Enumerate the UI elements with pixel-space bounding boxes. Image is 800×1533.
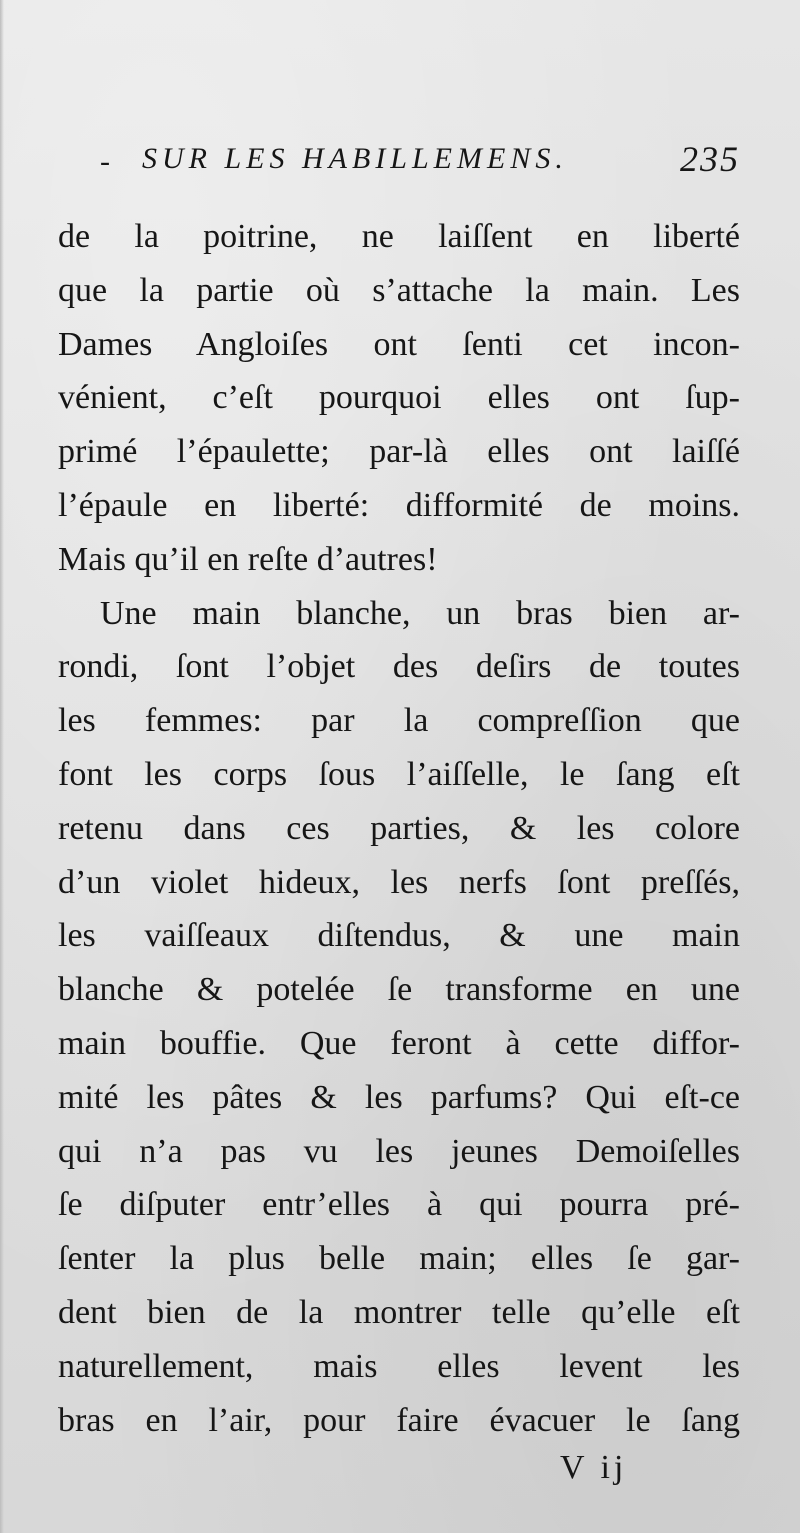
text-line: ſenter la plus belle main; elles ſe gar- xyxy=(58,1240,740,1278)
running-head-title: SUR LES HABILLEMENS. xyxy=(142,142,568,175)
body-text xyxy=(58,210,740,1447)
text-line: blanche & potelée ſe transforme en une xyxy=(58,971,740,1009)
text-line: primé l’épaulette; par-là elles ont laiſſé xyxy=(58,433,740,471)
text-line: les femmes: par la compreſſion que xyxy=(58,702,740,740)
running-head xyxy=(100,137,740,185)
text-line: mité les pâtes & les parfums? Qui eſt-ce xyxy=(58,1078,740,1116)
text-line: d’un violet hideux, les nerfs ſont preſſés, xyxy=(58,863,740,901)
text-line: dent bien de la montrer telle qu’elle eſt xyxy=(58,1293,740,1331)
text-line: rondi, ſont l’objet des deſirs de toutes xyxy=(58,648,740,686)
signature-mark: V ij xyxy=(560,1449,628,1486)
text-line: main bouffie. Que feront à cette diffor- xyxy=(58,1024,740,1062)
text-line: l’épaule en liberté: difformité de moins. xyxy=(58,486,740,524)
running-head-dash: - xyxy=(100,145,110,178)
text-line: Mais qu’il en reſte d’autres! xyxy=(58,540,438,578)
text-line: ſe diſputer entr’elles à qui pourra pré- xyxy=(58,1186,740,1224)
page-edge-shadow xyxy=(0,0,4,1533)
text-line: vénient, c’eſt pourquoi elles ont ſup- xyxy=(58,379,740,417)
text-line: naturellement, mais elles levent les xyxy=(58,1347,740,1385)
text-line: Une main blanche, un bras bien ar- xyxy=(100,594,740,632)
text-line: les vaiſſeaux diſtendus, & une main xyxy=(58,917,740,955)
text-line: qui n’a pas vu les jeunes Demoiſelles xyxy=(58,1132,740,1170)
text-line: Dames Angloiſes ont ſenti cet incon- xyxy=(58,325,740,363)
text-line: retenu dans ces parties, & les colore xyxy=(58,809,740,847)
page-number: 235 xyxy=(680,139,740,179)
text-line: de la poitrine, ne laiſſent en liberté xyxy=(58,218,740,255)
text-line: bras en l’air, pour faire évacuer le ſang xyxy=(58,1401,740,1439)
text-line: font les corps ſous l’aiſſelle, le ſang eſt xyxy=(58,755,740,793)
text-line: que la partie où s’attache la main. Les xyxy=(58,271,740,309)
